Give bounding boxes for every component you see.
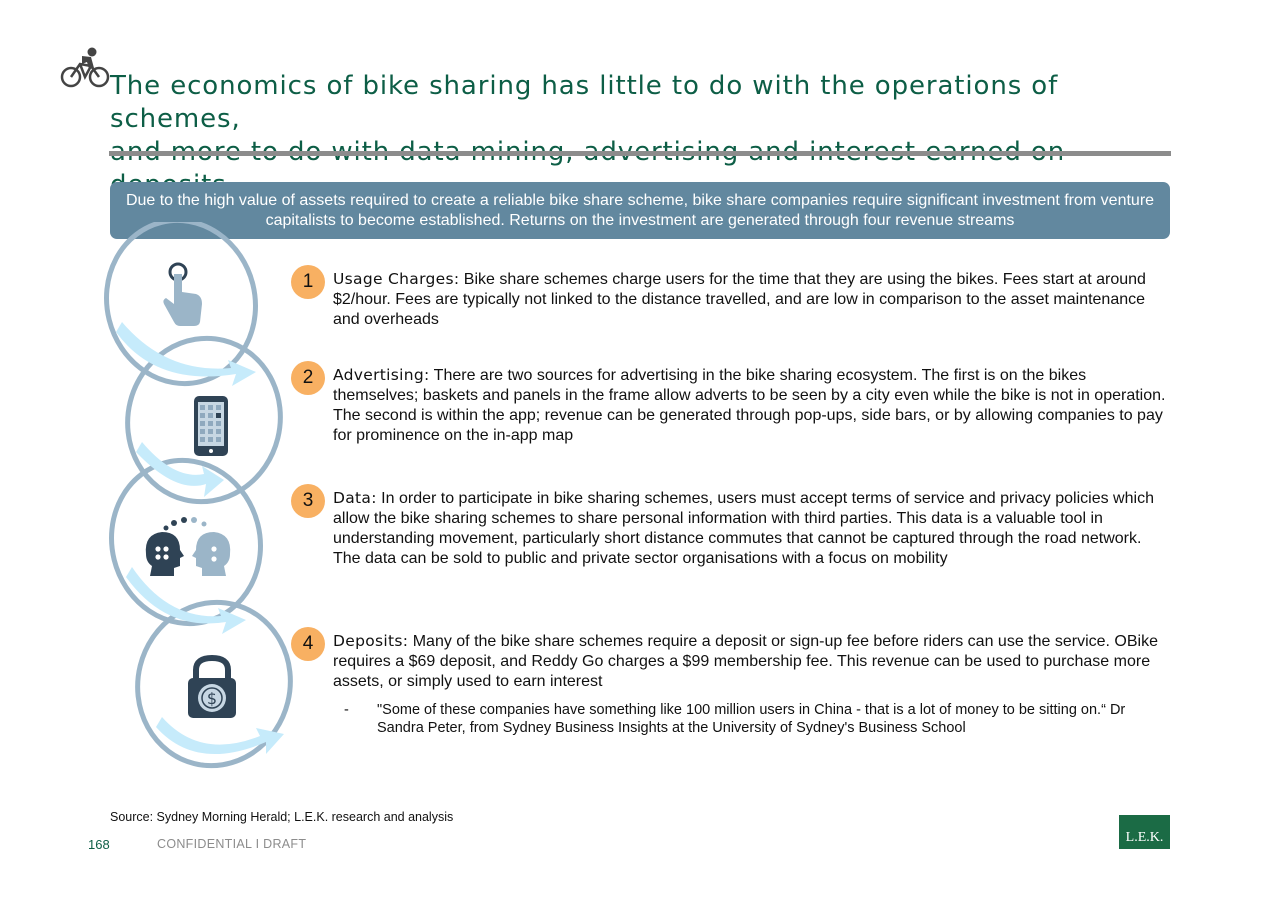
step-number-badge: 3: [291, 484, 325, 518]
bicycle-rider-icon: [58, 44, 112, 90]
stream-label: Advertising:: [333, 366, 430, 384]
intro-text: Due to the high value of assets required to create a reliable bike share scheme, bike share companies require significant investment from venture capitalists to become established. Returns on the investment are generated through four revenue streams: [125, 192, 1155, 229]
tap-finger-icon: [163, 264, 202, 326]
confidential-label: CONFIDENTIAL I DRAFT: [157, 837, 307, 851]
stream-label: Data:: [333, 489, 377, 507]
stream-description: [333, 631, 1169, 692]
stream-description: [333, 269, 1169, 330]
quote-text: "Some of these companies have something like 100 million users in China - that is a lot of money to be sitting on.“ Dr Sandra Peter, from Sydney Business Insights at the University of Sydney's Business School: [377, 702, 1126, 736]
page-number: 168: [88, 837, 110, 852]
source-note: Source: Sydney Morning Herald; L.E.K. research and analysis: [110, 810, 454, 824]
stream-label: Deposits:: [333, 632, 409, 650]
stream-description: [333, 488, 1169, 569]
smartphone-icon: [194, 396, 228, 456]
stream-body: In order to participate in bike sharing schemes, users must accept terms of service and privacy policies which allow the bike sharing schemes to share personal information with third parties. This data is a valuable tool in understanding movement, particularly short distance commutes that cannot be captured through the road network. The data can be sold to public and private sector organisations with a focus on mobility: [333, 490, 1154, 567]
svg-text:$: $: [206, 689, 218, 708]
data-sharing-heads-icon: [146, 517, 230, 576]
title-divider: [109, 151, 1171, 156]
lek-logo: [1119, 815, 1170, 849]
step-number-badge: 4: [291, 627, 325, 661]
step-number-badge: 2: [291, 361, 325, 395]
stream-description: [333, 365, 1169, 446]
money-padlock-icon: [188, 658, 236, 718]
stream-label: Usage Charges:: [333, 270, 460, 288]
bullet-dash: -: [344, 702, 349, 718]
stream-body: There are two sources for advertising in the bike sharing ecosystem. The first is on the bikes themselves; baskets and panels in the frame allow adverts to be seen by a city even while the bike is not in operation. The second is within the app; revenue can be generated through pop-ups, side bars, or by allowing companies to pay for prominence on the in-app map: [333, 367, 1166, 444]
logo-text: L.E.K.: [1125, 830, 1164, 845]
title-line-1: The economics of bike sharing has little to do with the operations of schemes,: [110, 71, 1059, 134]
stream-body: Bike share schemes charge users for the time that they are using the bikes. Fees start at around $2/hour. Fees are typically not linked to the distance travelled, and are low in comparison to the asset maintenance and overheads: [333, 271, 1146, 328]
step-number-badge: 1: [291, 265, 325, 299]
revenue-cycle-illustration: [96, 222, 306, 788]
stream-body: Many of the bike share schemes require a deposit or sign-up fee before riders can use the service. OBike requires a $69 deposit, and Reddy Go charges a $99 membership fee. This revenue can be used to purchase more assets, or simply used to earn interest: [333, 633, 1158, 690]
